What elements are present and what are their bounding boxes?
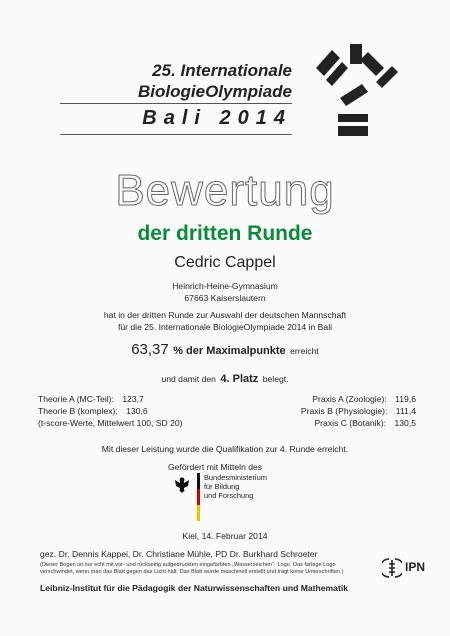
result-note bbox=[38, 417, 238, 429]
result-label: Praxis B (Physiologie): bbox=[300, 406, 388, 416]
place-date: Kiel, 14. Februar 2014 bbox=[182, 531, 268, 541]
place-suffix: belegt. bbox=[262, 374, 289, 384]
ministry-line1: Bundesministerium bbox=[204, 473, 267, 482]
ministry-line2: für Bildung bbox=[204, 482, 240, 491]
results-left bbox=[38, 393, 238, 429]
intro-line1: hat in der dritten Runde zur Auswahl der deutschen Mannschaft bbox=[103, 310, 347, 320]
recipient-name: Cedric Cappel bbox=[174, 254, 276, 271]
document-subtitle: der dritten Runde bbox=[137, 222, 313, 245]
result-praxis-b bbox=[240, 405, 416, 417]
intro-line2: für die 25. Internationale BiologieOlympiade 2014 in Bali bbox=[117, 322, 333, 332]
school-name: Heinrich-Heine-Gymnasium bbox=[172, 281, 278, 291]
institute-name: Leibniz-Institut für die Pädagogik der Naturwissenschaften und Mathematik bbox=[40, 583, 348, 593]
place-value: 4. Platz bbox=[220, 373, 259, 385]
result-label: Theorie B (komplex): bbox=[38, 406, 118, 416]
score-label: % der Maximalpunkte bbox=[173, 345, 286, 357]
place-line bbox=[0, 369, 450, 387]
result-value: 130,5 bbox=[394, 418, 416, 428]
score-value: 63,37 bbox=[131, 341, 169, 358]
result-label: Praxis C (Botanik): bbox=[314, 418, 387, 428]
signatures: gez. Dr. Dennis Kappei, Dr. Christiane Mühle, PD Dr. Burkhard Schroeter bbox=[40, 549, 318, 559]
disclaimer-line2: verschwindet, wenn man das Blatt gegen das Licht hält. Das Blatt wurde maschinell erstellt und trägt keine Unterschriften.) bbox=[40, 569, 344, 575]
ministry-name bbox=[204, 473, 314, 500]
result-theorie-b bbox=[38, 405, 238, 417]
result-label: (t-score-Werte, Mittelwert 100, SD 20) bbox=[38, 418, 183, 428]
result-value: 130,6 bbox=[126, 406, 148, 416]
header-line3: Bali 2014 bbox=[142, 107, 292, 129]
result-theorie-a bbox=[38, 393, 238, 405]
german-flag-bar-icon bbox=[197, 473, 201, 521]
funded-by-text: Gefördert mit Mitteln des bbox=[168, 462, 263, 472]
place-prefix: und damit den bbox=[161, 374, 216, 384]
ministry-line3: und Forschung bbox=[204, 491, 254, 500]
header-line1: 25. Internationale bbox=[152, 61, 292, 80]
disclaimer-line1: (Dieser Bogen ist nur echt mit vor- und rückseitig aufgedruckten eingefärbten „Wasserzeichen"- Logo. Das farbige Logo bbox=[40, 562, 336, 568]
result-value: 111,4 bbox=[395, 406, 416, 416]
result-praxis-c bbox=[240, 417, 416, 429]
disclaimer bbox=[40, 562, 400, 576]
result-value: 119,6 bbox=[395, 394, 416, 404]
result-label: Theorie A (MC-Teil): bbox=[38, 394, 114, 404]
ipn-logo-icon bbox=[382, 556, 402, 580]
qualification-text: Mit dieser Leistung wurde die Qualifikation zur 4. Runde erreicht. bbox=[101, 444, 349, 454]
ibo-logo-icon bbox=[310, 40, 400, 140]
result-praxis-a bbox=[240, 393, 416, 405]
result-label: Praxis A (Zoologie): bbox=[312, 394, 387, 404]
header-rule-bottom bbox=[60, 134, 292, 135]
document-title: Bewertung bbox=[115, 166, 335, 215]
results-right bbox=[240, 393, 416, 429]
federal-eagle-icon bbox=[173, 474, 191, 494]
ipn-wordmark: IPN bbox=[405, 560, 426, 574]
header-line2: BiologieOlympiade bbox=[138, 82, 292, 101]
result-value: 123,7 bbox=[122, 394, 144, 404]
score-line bbox=[0, 341, 450, 359]
header-rule-top bbox=[60, 103, 292, 104]
score-suffix: erreicht bbox=[290, 346, 319, 356]
school-city: 67663 Kaiserslautern bbox=[184, 293, 266, 303]
